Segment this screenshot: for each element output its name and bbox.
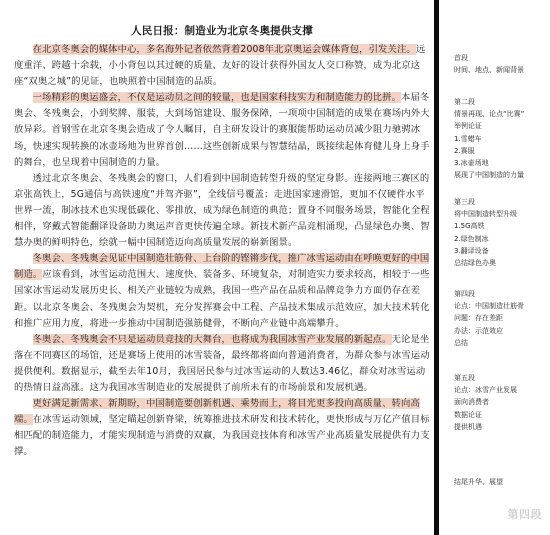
note-section — [454, 372, 550, 433]
note-line: 数据论证 — [454, 410, 482, 419]
note-line: 面向消费者 — [454, 398, 489, 407]
note-heading: 结尾升华、展望 — [454, 478, 503, 486]
note-line: 问题：存在差距 — [454, 314, 503, 323]
note-line: 1.5G高铁 — [454, 222, 485, 231]
note-line: 2.赛服 — [454, 146, 475, 155]
note-section — [454, 52, 550, 76]
article-paragraph — [14, 251, 430, 331]
note-line: 3.冰壶场地 — [454, 159, 489, 168]
note-line: 将中国制造转型升级 — [454, 210, 517, 219]
highlighted-sentence: 冬奥会、冬残奥会不只是运动员竞技的大舞台，也将成为我国冰雪产业发展的新起点。 — [32, 333, 392, 345]
note-line: 论点：冰雪产业发展 — [454, 386, 517, 395]
watermark: 第四段 — [507, 508, 542, 521]
note-line: 3.翻译设备 — [454, 246, 489, 255]
note-heading: 首段 — [454, 54, 468, 62]
paragraph-text: 透过北京冬奥会、冬残奥会的窗口，人们看到中国制造转型升级的坚定身影。连接两地三赛区的京张高铁上，5G通信与高铁速度“并驾齐驱”，全线信号覆盖；走进国家速滑馆，更加不仅硬件水平世界一流，制冰技术也实现低碳化、零排放，成为绿色制造的典范；置身不同服务场景，智能化全程相伴，穿戴式智能翻译设备助力奥运声音更快传遍全球。新技术新产品竞相涌现，凸显绿色办奥、智慧办奥的鲜明特色，绘就一幅中国制造迈向高质量发展的崭新图景。 — [14, 172, 430, 249]
note-heading: 第四段 — [454, 290, 475, 298]
highlighted-sentence: 冬奥会、冬残奥会见证中国制造壮筋骨、上台阶的铿锵步伐，推广冰雪运动由在呼唤更好的中国制造。 — [14, 253, 430, 281]
paragraph-text: 应该看到，冰雪运动范围大、速度快、装备多、环境复杂，对制造实力要求较高，相较于一些国家冰雪运动发展历史长、相关产业链较为成熟，我国一些产品在品质和品牌竞争力方面仍存在差距。以北京冬奥会、冬残奥会为契机，充分发挥赛会中工程、产品技术集成示范效应，加大技术转化和推广应用力度，将进一步推动中国制造强筋健骨，不断向产业链中高端攀升。 — [14, 269, 430, 329]
note-heading: 第五段 — [454, 374, 475, 382]
note-section — [454, 96, 550, 181]
article-paragraph — [14, 171, 430, 251]
note-heading: 第二段 — [454, 98, 475, 106]
column-separator — [434, 0, 439, 535]
article-paragraph — [14, 42, 430, 90]
paragraph-text: 在冰雪运动领域，坚定瞄起创新脊梁，统筹推进技术研发和技术转化，更快形成与万亿产值目标相匹配的制造能力，才能实现制造与消费的双赢，为我国竞技体育和冰雪产业高质量发展提供有力支撑。 — [14, 414, 430, 458]
article-body — [14, 42, 430, 460]
note-line: 提供机遇 — [454, 422, 482, 431]
article-title: 人民日报：制造业为北京冬奥提供支撑 — [131, 25, 313, 37]
article-paragraph — [14, 332, 430, 396]
highlighted-sentence: 在北京冬奥会的媒体中心，多名海外记者依然背着2008年北京奥运会媒体背包，引发关注。 — [32, 44, 416, 55]
note-line: 2.绿色制冰 — [454, 234, 489, 243]
note-line: 情景再现、论点“比赛” — [454, 110, 525, 119]
note-heading: 第三段 — [454, 198, 475, 206]
note-line: 论点：中国制造壮筋骨 — [454, 302, 524, 311]
note-line: 总结 — [454, 338, 468, 347]
note-section — [454, 196, 550, 269]
paragraph-text: 无论是坐落在不同赛区的场馆，还是赛场上使用的冰雪装备，最终都将面向普通消费者，为群众参与冰雪运动提供便利。数据显示，截至去年10月，我国居民参与过冰雪运动的人数达3.46亿，群众对冰雪运动的热情日益高涨。这为我国冰雪制造业的发展提供了前所未有的市场前景和发展机遇。 — [14, 333, 430, 393]
annotation-notes — [446, 0, 550, 535]
article-paragraph — [14, 90, 430, 170]
paragraph-text: 本届冬奥会、冬残奥会，小到奖牌、服装，大到场馆建设、服务保障，一项项中国制造的成果在赛场内外大放异彩。首钢雪在北京冬奥会造成了令人瞩目，自主研发设计的赛服能帮助运动员减少阻力驰骋冰场，快速实现转换的冰壶场地为世界首创……这些创新成果与智慧结晶，既接续起体育健儿身上身手的舞台，也呈现着中国制造的力量。 — [14, 92, 430, 168]
note-line: 1.雪蜡车 — [454, 134, 482, 143]
note-line: 举例论证 — [454, 122, 482, 131]
note-section — [454, 288, 550, 349]
highlighted-sentence: 一场精彩的奥运盛会，不仅是运动员之间的较量，也是国家科技实力和制造能力的比拼。 — [32, 92, 402, 104]
note-line: 总结绿色办奥 — [454, 259, 496, 268]
note-section — [454, 476, 550, 488]
note-line: 时间、地点、新闻背景 — [454, 66, 524, 75]
article-page — [14, 4, 430, 533]
note-line: 办法：示范效应 — [454, 326, 503, 335]
article-paragraph — [14, 396, 430, 460]
note-line: 展现了中国制造的力量 — [454, 171, 524, 180]
highlighted-sentence: 更好满足新需求、新期盼，中国制造要创新机遇、乘势而上，将目光更多投向高质量、转向高端。 — [14, 398, 420, 426]
paragraph-text: 远度重洋、跨越十余载，小小背包以其过硬的质量、友好的设计获得外国友人交口称赞，成为北京这座“双奥之城”的见证，也映照着中国制造的品质。 — [14, 44, 426, 88]
